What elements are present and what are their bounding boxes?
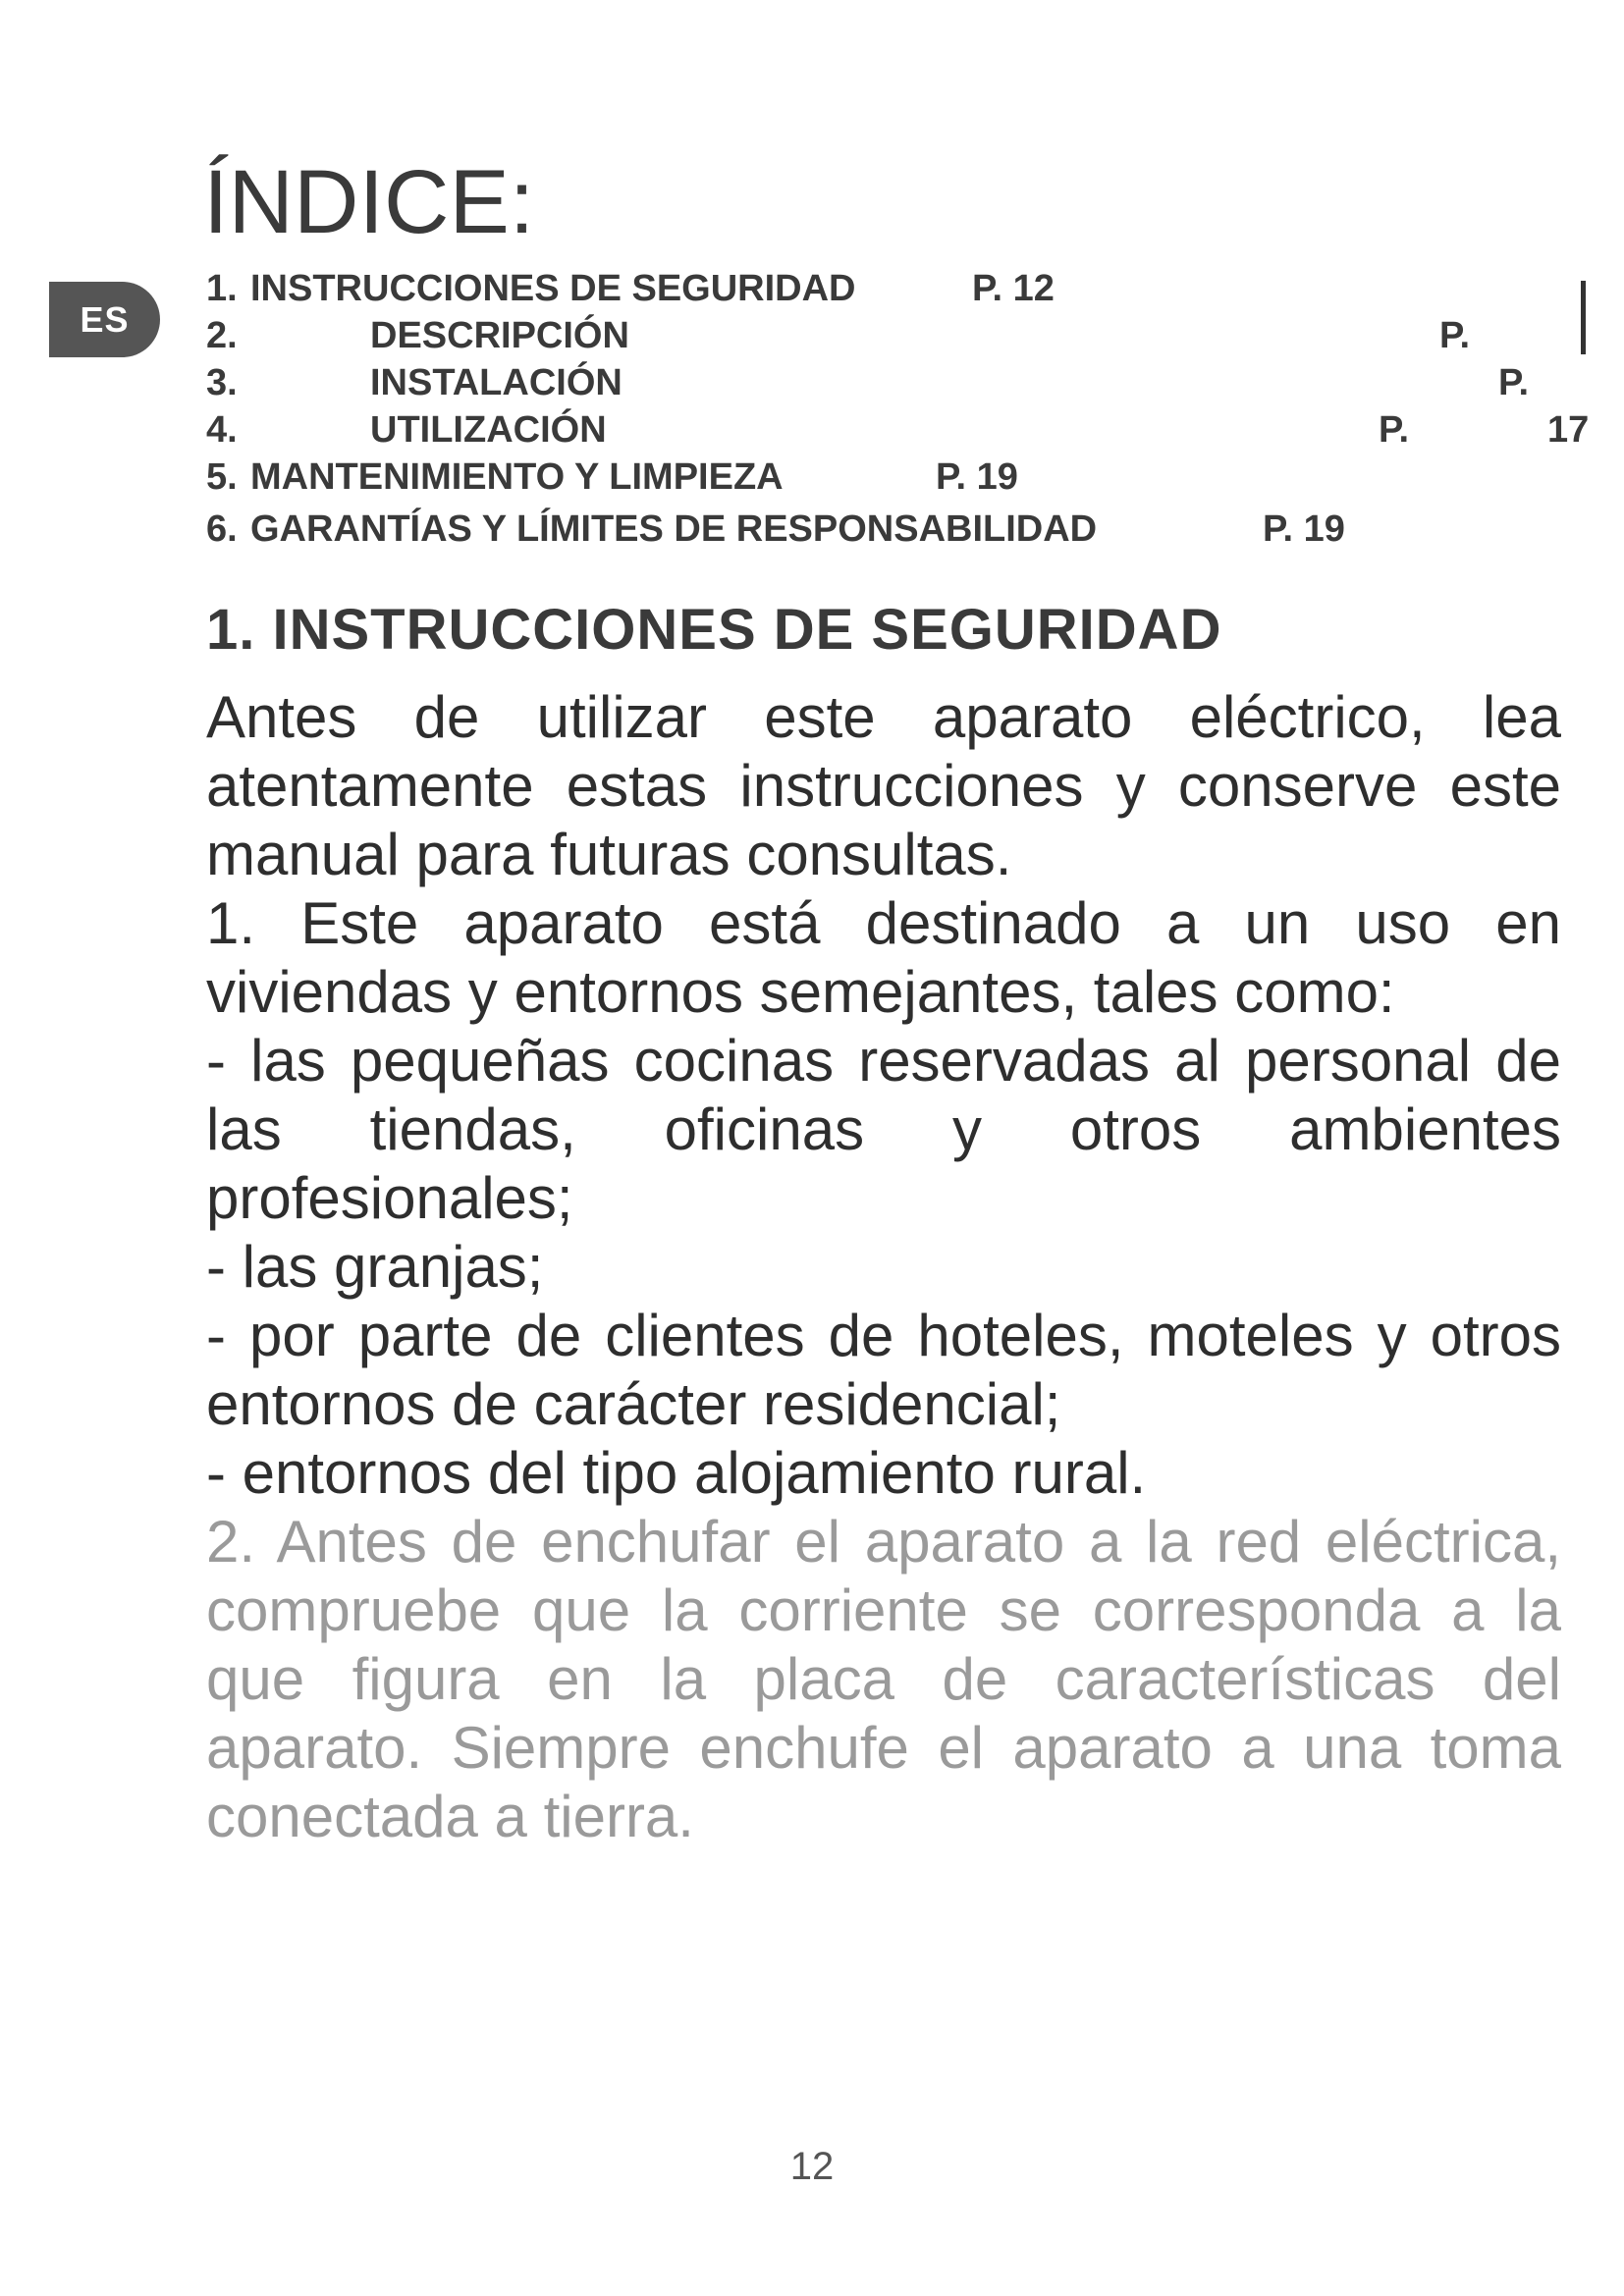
toc-entry-page: P. 19: [936, 456, 1018, 498]
list-item: - las pequeñas cocinas reservadas al personal de las tiendas, oficinas y otros ambientes profesionales;: [206, 1028, 1561, 1231]
toc-entry-page-number: 17: [1547, 409, 1590, 451]
toc-entry-number: 6.: [206, 508, 238, 550]
list-item: - las granjas;: [206, 1234, 544, 1300]
toc-entry-number: 4.: [206, 409, 238, 451]
clipped-edge-mark: [1581, 281, 1586, 354]
list-item: - por parte de clientes de hoteles, moteles y otros entornos de carácter residencial;: [206, 1303, 1561, 1437]
toc-entry-number: 2.: [206, 315, 238, 356]
toc-entry-page: P.: [1379, 409, 1410, 451]
index-title: ÍNDICE:: [203, 152, 535, 252]
toc-entry-label: DESCRIPCIÓN: [370, 315, 629, 356]
toc-entry-number: 1.: [206, 268, 238, 309]
toc-entry-label: MANTENIMIENTO Y LIMPIEZA: [250, 456, 784, 498]
instruction-item-2: 2. Antes de enchufar el aparato a la red eléctrica, compruebe que la corriente se corresponda a la que figura en la placa de características del aparato. Siempre enchufe el aparato a una toma conectada a tierra.: [206, 1509, 1561, 1849]
page-number: 12: [789, 2145, 835, 2188]
toc-entry-label: INSTRUCCIONES DE SEGURIDAD: [250, 268, 856, 309]
toc-entry-page: P. 19: [1263, 508, 1345, 550]
instruction-item-1: 1. Este aparato está destinado a un uso en viviendas y entornos semejantes, tales como:: [206, 890, 1561, 1025]
toc-entry-page: P.: [1498, 362, 1530, 403]
toc-entry-number: 5.: [206, 456, 238, 498]
toc-entry-label: GARANTÍAS Y LÍMITES DE RESPONSABILIDAD: [250, 508, 1098, 550]
section-heading: 1. INSTRUCCIONES DE SEGURIDAD: [206, 598, 1222, 662]
toc-entry-label: UTILIZACIÓN: [370, 409, 607, 451]
toc-entry-page: P.: [1439, 315, 1471, 356]
section-body: [206, 683, 1561, 1851]
language-tab: ES: [49, 282, 160, 357]
intro-paragraph: Antes de utilizar este aparato eléctrico, lea atentamente estas instrucciones y conserve este manual para futuras consultas.: [206, 684, 1561, 887]
toc-entry-number: 3.: [206, 362, 238, 403]
toc-entry-label: INSTALACIÓN: [370, 362, 623, 403]
toc-entry-page: P. 12: [972, 268, 1055, 309]
list-item: - entornos del tipo alojamiento rural.: [206, 1440, 1147, 1506]
